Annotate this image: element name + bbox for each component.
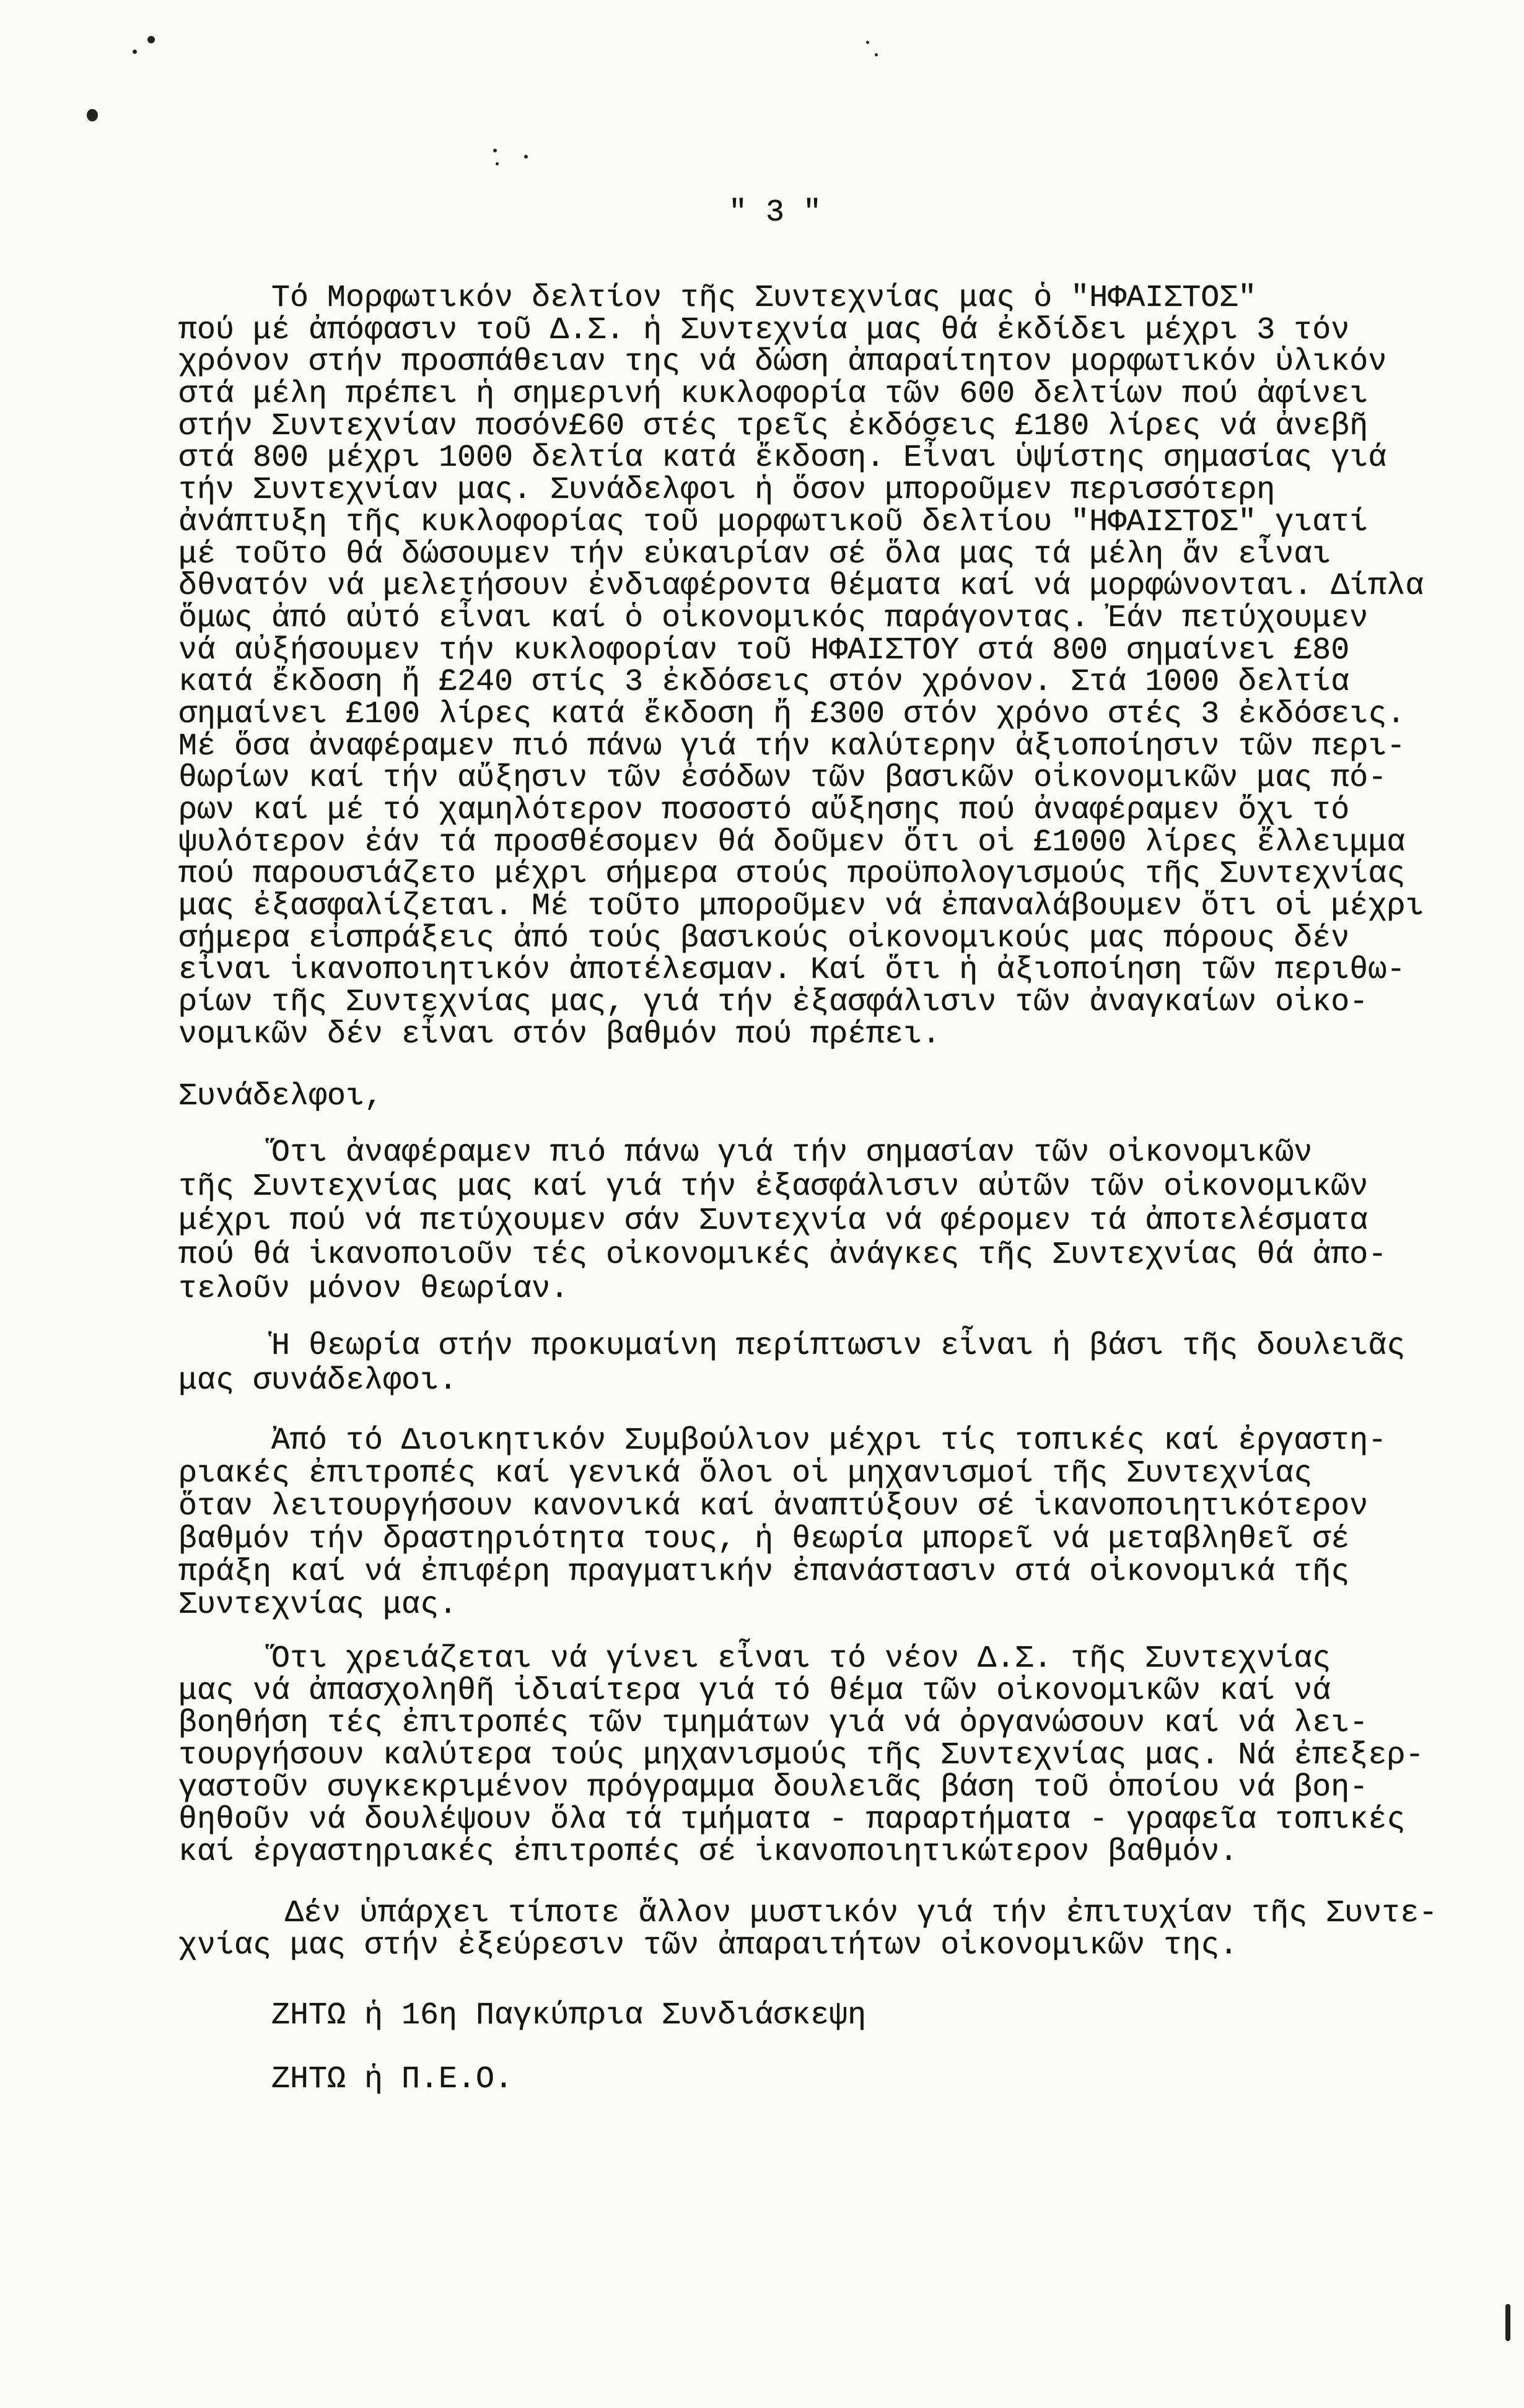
text-line: μέ τοῦτο θά δώσουμεν τήν εὐκαιρίαν σέ ὅλα μας τά μέλη ἄν εἶναι — [178, 536, 1331, 572]
scan-speck — [866, 41, 869, 44]
text-line: Τό Μορφωτικόν δελτίον τῆς Συντεχνίας μας ὁ "ΗΦΑΙΣΤΟΣ" — [271, 281, 1257, 316]
text-line: Ὅτι ἀναφέραμεν πιό πάνω γιά τήν σημασίαν τῶν οἰκονομικῶν — [271, 1135, 1313, 1171]
closing-slogan: ΖΗΤΩ ἡ 16η Παγκύπρια Συνδιάσκεψη — [271, 1998, 867, 2033]
text-line: χρόνον στήν προσπάθειαν της νά δώση ἀπαραίτητον μορφωτικόν ὑλικόν — [178, 344, 1387, 380]
text-line: στά 800 μέχρι 1000 δελτία κατά ἔκδοση. Εἶναι ὑψίστης σημασίας γιά — [178, 440, 1387, 476]
paragraph-conclusion — [178, 1898, 1437, 1962]
text-line: τήν Συντεχνίαν μας. Συνάδελφοι ἡ ὅσον μποροῦμεν περισσότερη — [178, 473, 1276, 508]
text-line: ψυλότερον ἐάν τά προσθέσομεν θά δοῦμεν ὅτι οἱ £1000 λίρες ἔλλειμμα — [178, 824, 1406, 860]
salutation: Συνάδελφοι, — [178, 1079, 383, 1114]
text-line: σημαίνει £100 λίρες κατά ἔκδοση ἤ £300 στόν χρόνο στές 3 ἐκδόσεις. — [178, 696, 1406, 732]
paragraph-theory — [178, 1136, 1386, 1306]
paragraph-bulletin — [178, 282, 1424, 1051]
text-line: βοηθήση τές ἐπιτροπές τῶν τμημάτων γιά νά ὀργανώσουν καί νά λει- — [178, 1706, 1369, 1741]
text-line: στά μέλη πρέπει ἡ σημερινή κυκλοφορία τῶν 600 δελτίων πού ἀφίνει — [178, 377, 1369, 412]
text-line: Ἀπό τό Διοικητικόν Συμβούλιον μέχρι τίς τοπικές καί ἐργαστη- — [271, 1423, 1387, 1459]
scan-speck — [875, 53, 878, 56]
closing-slogan: ΖΗΤΩ ἡ Π.Ε.Ο. — [271, 2062, 514, 2097]
text-line: πού θά ἱκανοποιοῦν τές οἰκονομικές ἀνάγκες τῆς Συντεχνίας θά ἀπο- — [178, 1237, 1387, 1273]
text-line: στήν Συντεχνίαν ποσόν£60 στές τρεῖς ἐκδόσεις £180 λίρες νά ἀνεβῆ — [178, 408, 1369, 444]
text-line: καί ἐργαστηριακές ἐπιτροπές σέ ἱκανοποιητικώτερον βαθμόν. — [178, 1834, 1238, 1870]
text-line: ὅμως ἀπό αὐτό εἶναι καί ὁ οἰκονομικός παράγοντας. Ἐάν πετύχουμεν — [178, 600, 1369, 636]
paragraph-mechanisms — [178, 1424, 1386, 1621]
text-line: ὅταν λειτουργήσουν κανονικά καί ἀναπτύξουν σέ ἱκανοποιητικότερον — [178, 1489, 1369, 1524]
text-line: τουργήσουν καλύτερα τούς μηχανισμούς τῆς Συντεχνίας μας. Νά ἐπεξερ- — [178, 1738, 1424, 1773]
text-line: ἀνάπτυξη τῆς κυκλοφορίας τοῦ μορφωτικοῦ δελτίου "ΗΦΑΙΣΤΟΣ" γιατί — [178, 504, 1369, 540]
scan-speck — [493, 149, 497, 152]
text-line: Ὅτι χρειάζεται νά γίνει εἶναι τό νέον Δ.Σ. τῆς Συντεχνίας — [271, 1641, 1331, 1677]
text-line: μας συνάδελφοι. — [178, 1363, 458, 1398]
text-line: Μέ ὅσα ἀναφέραμεν πιό πάνω γιά τήν καλύτερην ἀξιοποίησιν τῶν περι- — [178, 728, 1406, 764]
text-line: ρων καί μέ τό χαμηλότερον ποσοστό αὔξησης πού ἀναφέραμεν ὄχι τό — [178, 793, 1350, 828]
text-line: Συντεχνίας μας. — [178, 1587, 458, 1623]
scan-speck — [524, 155, 528, 159]
closing-block — [178, 2064, 513, 2096]
text-line: χνίας μας στήν ἐξεύρεσιν τῶν ἀπαραιτήτων οἰκονομικῶν της. — [178, 1928, 1238, 1963]
text-line: θηθοῦν νά δουλέψουν ὅλα τά τμήματα - παραρτήματα - γραφεῖα τοπικές — [178, 1802, 1406, 1838]
text-line: εἶναι ἱκανοποιητικόν ἀποτέλεσμαν. Καί ὅτι ἡ ἀξιοποίηση τῶν περιθω- — [178, 953, 1406, 988]
text-line: δθνατόν νά μελετήσουν ἐνδιαφέροντα θέματα καί νά μορφώνονται. Δίπλα — [178, 569, 1424, 604]
text-line: πράξη καί νά ἐπιφέρη πραγματικήν ἐπανάστασιν στά οἰκονομικά τῆς — [178, 1555, 1350, 1590]
scan-speck — [496, 162, 499, 165]
text-line: Ἡ θεωρία στήν προκυμαίνη περίπτωσιν εἶναι ἡ βάσι τῆς δουλειᾶς — [271, 1328, 1406, 1364]
paragraph-basis — [178, 1329, 1405, 1398]
text-line: τῆς Συντεχνίας μας καί γιά τήν ἐξασφάλισιν αὐτῶν τῶν οἰκονομικῶν — [178, 1169, 1369, 1205]
closing-block — [178, 2000, 866, 2032]
scan-edge-mark — [1505, 2304, 1510, 2341]
text-line: μας ἐξασφαλίζεται. Μέ τοῦτο μποροῦμεν νά ἐπαναλάβουμεν ὅτι οἱ μέχρι — [178, 889, 1424, 925]
scan-speck — [147, 36, 155, 43]
text-line: σήμερα εἰσπράξεις ἀπό τούς βασικούς οἰκονομικούς μας πόρους δέν — [178, 920, 1350, 956]
text-line: θωρίων καί τήν αὔξησιν τῶν ἐσόδων τῶν βασικῶν οἰκονομικῶν μας πό- — [178, 761, 1387, 796]
text-line: γαστοῦν συγκεκριμένον πρόγραμμα δουλειᾶς βάση τοῦ ὁποίου νά βοη- — [178, 1770, 1369, 1805]
text-line: νομικῶν δέν εἶναι στόν βαθμόν πού πρέπει. — [178, 1016, 941, 1052]
text-line: πού παρουσιάζετο μέχρι σήμερα στούς προϋπολογισμούς τῆς Συντεχνίας — [178, 857, 1406, 892]
scan-speck — [133, 50, 137, 54]
text-line: ριακές ἐπιτροπές καί γενικά ὅλοι οἱ μηχανισμοί τῆς Συντεχνίας — [178, 1456, 1313, 1491]
text-line: μας νά ἀπασχοληθῆ ἰδιαίτερα γιά τό θέμα τῶν οἰκονομικῶν καί νά — [178, 1673, 1331, 1709]
text-line: ρίων τῆς Συντεχνίας μας, γιά τήν ἐξασφάλισιν τῶν ἀναγκαίων οἰκο- — [178, 985, 1369, 1021]
text-line: τελοῦν μόνον θεωρίαν. — [178, 1272, 569, 1307]
text-line: μέχρι πού νά πετύχουμεν σάν Συντεχνία νά φέρομεν τά ἀποτελέσματα — [178, 1203, 1369, 1239]
text-line: Δέν ὑπάρχει τίποτε ἄλλον μυστικόν γιά τήν ἐπιτυχίαν τῆς Συντε- — [285, 1896, 1438, 1931]
text-line: νά αὐξήσουμεν τήν κυκλοφορίαν τοῦ ΗΦΑΙΣΤΟΥ στά 800 σημαίνει £80 — [178, 632, 1350, 668]
text-line: πού μέ ἀπόφασιν τοῦ Δ.Σ. ἡ Συντεχνία μας θά ἐκδίδει μέχρι 3 τόν — [178, 312, 1350, 348]
text-line: βαθμόν τήν δραστηριότητα τους, ἡ θεωρία μπορεῖ νά μεταβληθεῖ σέ — [178, 1522, 1350, 1557]
text-line: κατά ἔκδοση ἤ £240 στίς 3 ἐκδόσεις στόν χρόνον. Στά 1000 δελτία — [178, 665, 1350, 700]
scan-speck — [87, 109, 98, 121]
page-number: " 3 " — [729, 195, 822, 230]
salutation-block — [178, 1081, 383, 1113]
paragraph-new-board — [178, 1643, 1424, 1869]
